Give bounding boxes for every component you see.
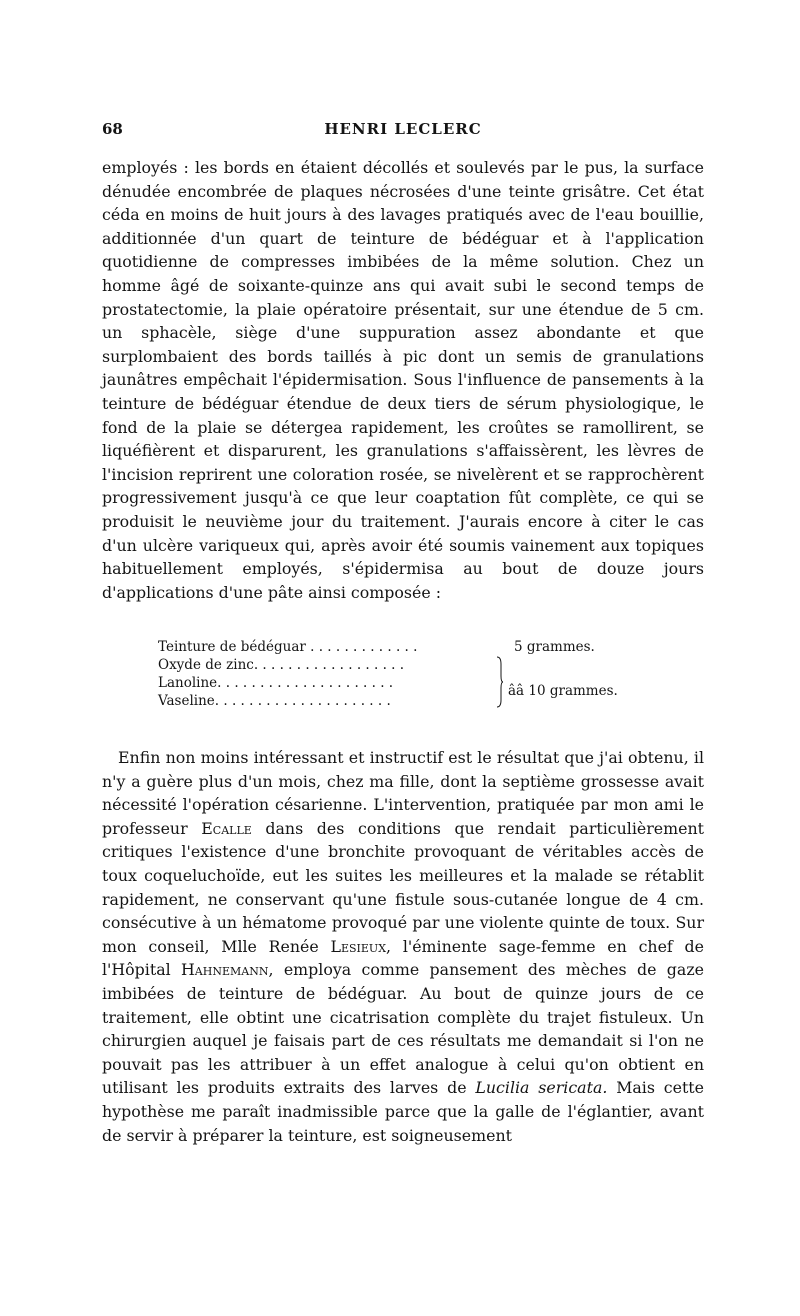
recipe-row: [158, 656, 658, 674]
species-name: Lucilia sericata.: [475, 1078, 608, 1098]
paragraph-2: [102, 746, 704, 1147]
page-number: 68: [102, 120, 123, 138]
paragraph-2-text: Enfin non moins intéressant et instructif est le résultat que j'ai obtenu, il n'y a guère plus d'un mois, chez ma fille, dont la septième grossesse avait nécessité l'opération césarienne. L'intervention, pratiquée par mon ami le professeur: [102, 748, 704, 838]
hospital-name: Hahnemann: [181, 960, 269, 980]
paragraph-2-text: Mais cette hypothèse me paraît inadmissible parce que la galle de l'églantier, avant de servir à préparer la teinture, est soigneusement: [102, 1078, 704, 1145]
paragraph-1: employés : les bords en étaient décollés et soulevés par le pus, la surface dénudée encombrée de plaques nécrosées d'une teinte grisâtre. Cet état céda en moins de huit jours à des lavages pratiqués avec de l'eau bouillie, additionnée d'un quart de teinture de bédéguar et à l'application quotidienne de compresses imbibées de la même solution. Chez un homme âgé de soixante-quinze ans qui avait subi le second temps de prostatectomie, la plaie opératoire présentait, sur une étendue de 5 cm. un sphacèle, siège d'une suppuration assez abondante et que surplombaient des bords taillés à pic dont un semis de granulations jaunâtres empêchait l'épidermisation. Sous l'influence de pansements à la teinture de bédéguar étendue de deux tiers de sérum physiologique, le fond de la plaie se détergea rapidement, les croûtes se ramollirent, se liquéfièrent et disparurent, les granulations s'affaissèrent, les lèvres de l'incision reprirent une coloration rosée, se nivelèrent et se rapprochèrent progressivement jusqu'à ce que leur coaptation fût complète, ce qui se produisit le neuvième jour du traitement. J'aurais encore à citer le cas d'un ulcère variqueux qui, après avoir été soumis vainement aux topiques habituellement employés, s'épidermisa au bout de douze jours d'applications d'une pâte ainsi composée :: [102, 158, 704, 602]
recipe-row: [158, 638, 658, 656]
recipe-quantity: 5 grammes.: [514, 639, 595, 655]
person-name: Lesieux: [330, 936, 387, 956]
recipe-table: [158, 638, 658, 710]
paragraph-2-text: , l'éminente sage-femme en chef de l'Hôpital: [102, 936, 704, 980]
recipe-group-quantity: ââ 10 grammes.: [508, 683, 618, 699]
recipe-ingredient: Vaseline. . . . . . . . . . . . . . . . . . . . .: [158, 693, 391, 709]
recipe-ingredient: Oxyde de zinc. . . . . . . . . . . . . . . . . .: [158, 657, 405, 673]
recipe-ingredient: Lanoline. . . . . . . . . . . . . . . . . . . . .: [158, 675, 394, 691]
person-name: Ecalle: [201, 818, 252, 838]
brace-icon: [495, 656, 503, 708]
page-header: [102, 120, 704, 144]
running-head: HENRI LECLERC: [324, 120, 482, 138]
paragraph-2-text: , employa comme pansement des mèches de gaze imbibées de teinture de bédéguar. Au bout de quinze jours de ce traitement, elle obtint une cicatrisation complète du trajet fistuleux. Un chirurgien auquel je faisais part de ces résultats me demandait si l'on ne pouvait pas les attribuer à un effet analogue à celui qu'on obtient en utilisant les produits extraits des larves de: [102, 960, 704, 1098]
paragraph-2-text: dans des conditions que rendait particulièrement critiques l'existence d'une bronchite provoquant de véritables accès de toux coqueluchoïde, eut les suites les meilleures et la malade se rétablit rapidement, ne conservant qu'une fistule sous-cutanée longue de 4 cm. consécutive à un hématome provoqué par une violente quinte de toux. Sur mon conseil, Mlle Renée: [102, 818, 704, 956]
recipe-ingredient: Teinture de bédéguar . . . . . . . . . . . . .: [158, 639, 418, 655]
